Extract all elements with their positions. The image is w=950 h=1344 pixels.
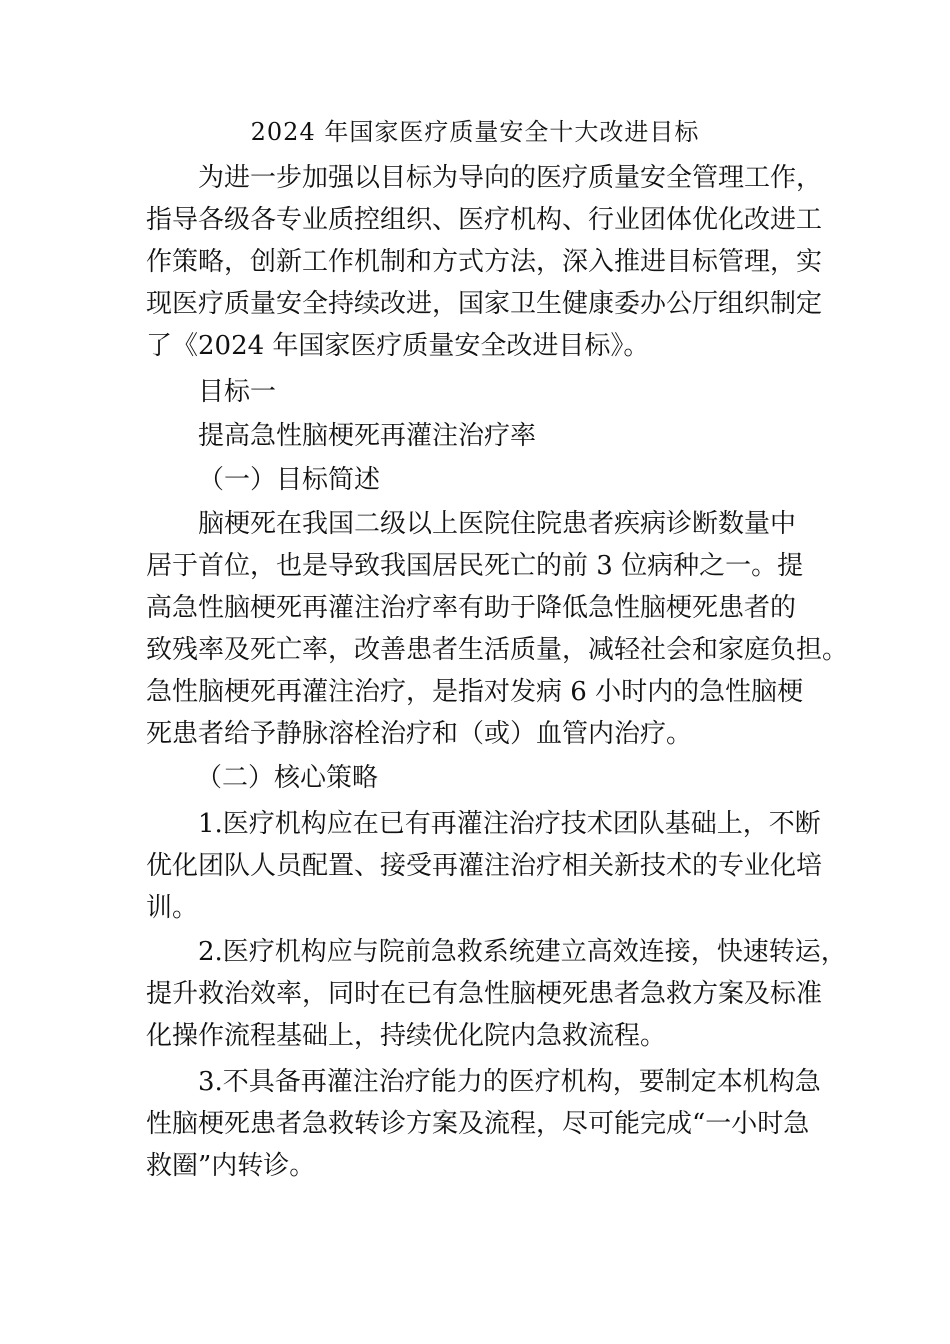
goal-name: 提高急性脑梗死再灌注治疗率 xyxy=(198,421,537,451)
strategy2-line-2: 提升救治效率，同时在已有急性脑梗死患者急救方案及标准 xyxy=(146,979,823,1009)
intro-line-4: 现医疗质量安全持续改进，国家卫生健康委办公厅组织制定 xyxy=(146,289,823,319)
section2-heading: （二）核心策略 xyxy=(196,763,379,793)
section1-line-2: 居于首位，也是导致我国居民死亡的前 3 位病种之一。提 xyxy=(146,551,804,581)
intro-line-2: 指导各级各专业质控组织、医疗机构、行业团体优化改进工 xyxy=(146,205,823,235)
intro-line-5: 了《2024 年国家医疗质量安全改进目标》。 xyxy=(146,331,650,361)
intro-line-1: 为进一步加强以目标为导向的医疗质量安全管理工作， xyxy=(198,163,823,193)
section1-line-4: 致残率及死亡率，改善患者生活质量，减轻社会和家庭负担。 xyxy=(146,635,849,665)
strategy1-line-3: 训。 xyxy=(146,893,199,923)
section1-line-5: 急性脑梗死再灌注治疗，是指对发病 6 小时内的急性脑梗 xyxy=(146,677,804,707)
strategy2-line-1: 2.医疗机构应与院前急救系统建立高效连接，快速转运， xyxy=(198,937,847,967)
section1-heading: （一）目标简述 xyxy=(198,465,381,495)
section1-line-6: 死患者给予静脉溶栓治疗和（或）血管内治疗。 xyxy=(146,719,693,749)
document-title: 2024 年国家医疗质量安全十大改进目标 xyxy=(250,118,700,146)
goal-label: 目标一 xyxy=(198,377,277,407)
strategy3-line-3: 救圈”内转诊。 xyxy=(146,1151,316,1181)
strategy1-line-2: 优化团队人员配置、接受再灌注治疗相关新技术的专业化培 xyxy=(146,851,823,881)
strategy2-line-3: 化操作流程基础上，持续优化院内急救流程。 xyxy=(146,1021,667,1051)
strategy1-line-1: 1.医疗机构应在已有再灌注治疗技术团队基础上，不断 xyxy=(198,809,821,839)
strategy3-line-2: 性脑梗死患者急救转诊方案及流程，尽可能完成“一小时急 xyxy=(146,1109,810,1139)
section1-line-3: 高急性脑梗死再灌注治疗率有助于降低急性脑梗死患者的 xyxy=(146,593,797,623)
section1-line-1: 脑梗死在我国二级以上医院住院患者疾病诊断数量中 xyxy=(198,509,797,539)
strategy3-line-1: 3.不具备再灌注治疗能力的医疗机构，要制定本机构急 xyxy=(198,1067,821,1097)
intro-line-3: 作策略，创新工作机制和方式方法，深入推进目标管理，实 xyxy=(146,247,823,277)
